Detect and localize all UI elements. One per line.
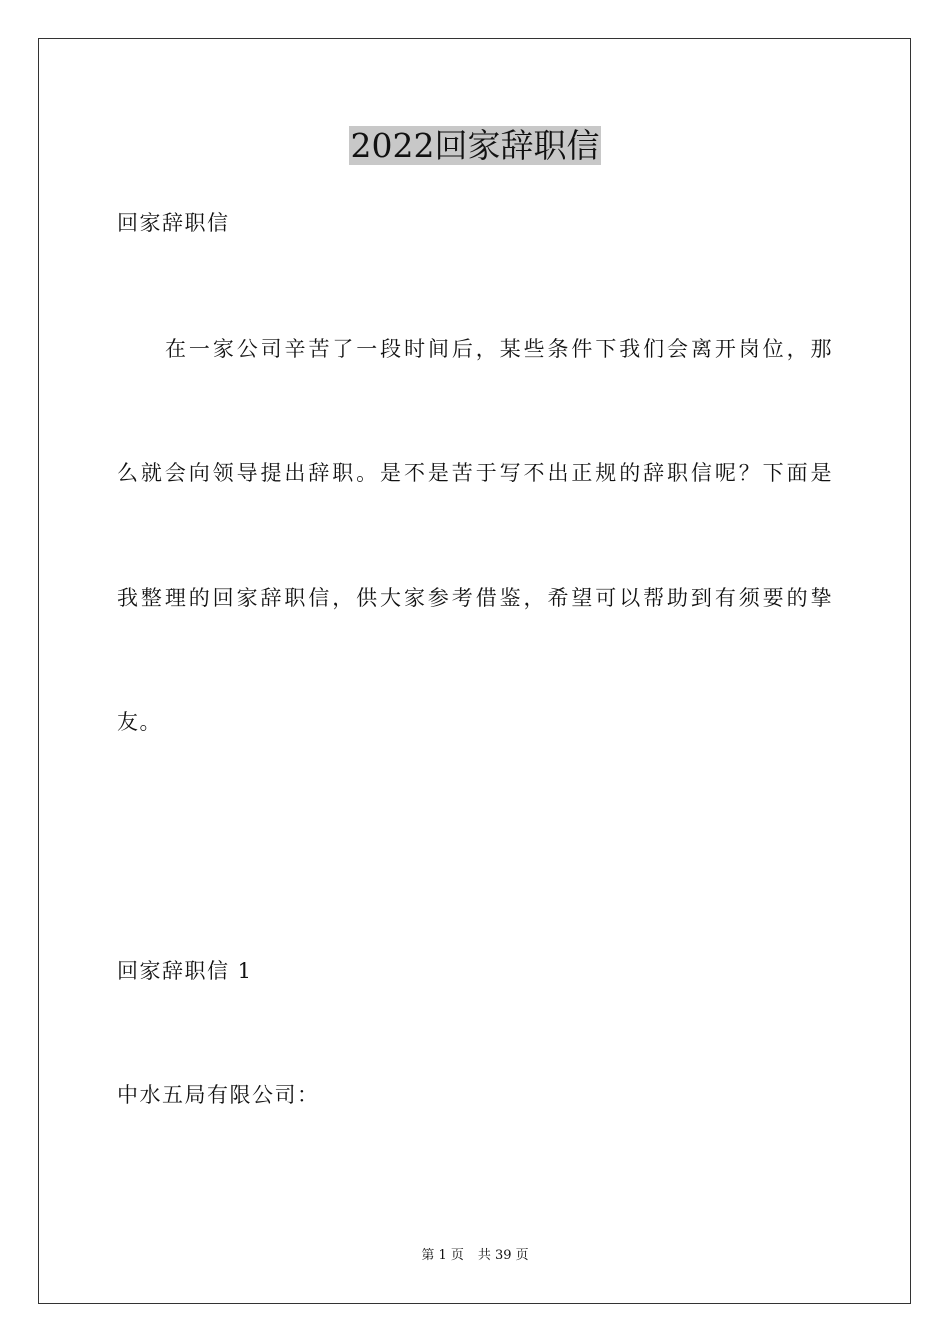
section-heading: 回家辞职信 1	[117, 959, 253, 983]
intro-line-4: 友。	[117, 710, 162, 734]
intro-line-3: 我整理的回家辞职信，供大家参考借鉴，希望可以帮助到有须要的挚	[117, 586, 833, 610]
letter-salutation: 中水五局有限公司：	[117, 1083, 320, 1107]
document-subtitle: 回家辞职信	[117, 211, 230, 235]
page-footer	[0, 1247, 950, 1265]
document-title	[0, 124, 950, 168]
page-number-current: 第 1 页	[421, 1248, 464, 1263]
intro-line-1: 在一家公司辛苦了一段时间后，某些条件下我们会离开岗位，那	[165, 337, 833, 361]
intro-line-2: 么就会向领导提出辞职。是不是苦于写不出正规的辞职信呢？下面是	[117, 461, 833, 485]
page-number-total: 共 39 页	[477, 1248, 529, 1263]
document-title-text: 2022回家辞职信	[350, 126, 600, 165]
